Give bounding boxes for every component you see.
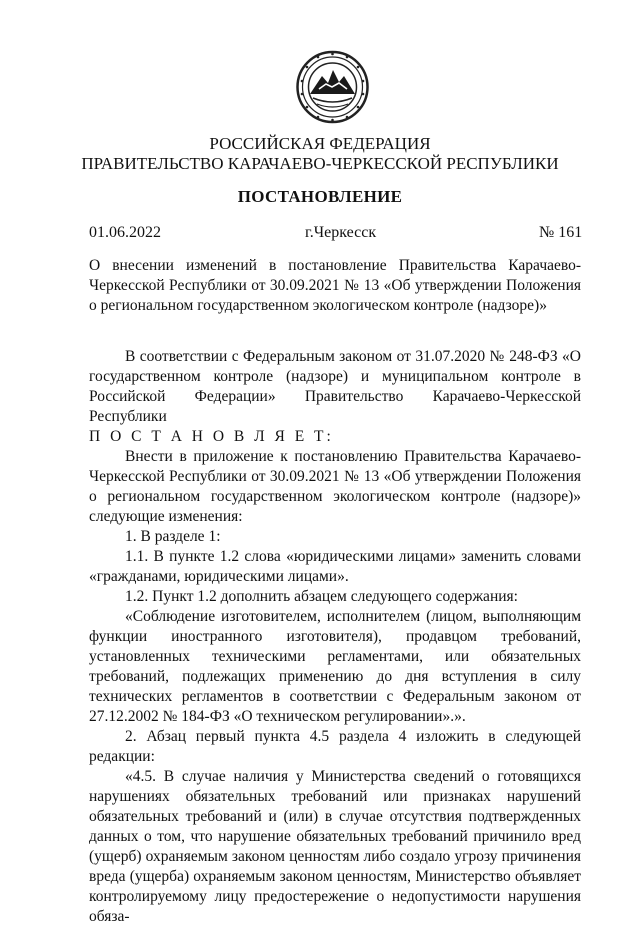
header-government: ПРАВИТЕЛЬСТВО КАРАЧАЕВО-ЧЕРКЕССКОЙ РЕСПУБЛИКИ xyxy=(81,154,559,173)
document-city: г.Черкесск xyxy=(305,224,377,241)
decrees-line: П О С Т А Н О В Л Я Е Т: xyxy=(89,428,334,445)
document-date: 01.06.2022 xyxy=(89,224,161,241)
document-type-title: ПОСТАНОВЛЕНИЕ xyxy=(237,187,403,206)
document-subject: О внесении изменений в постановление Правительства Карачаево-Черкесской Республики от 30.09.2021 № 13 «Об утверждении Положения о региональном государственном экологическом контроле (надзоре)» xyxy=(89,257,581,314)
emblem-icon xyxy=(295,48,370,126)
header-country: РОССИЙСКАЯ ФЕДЕРАЦИЯ xyxy=(209,134,431,153)
paragraph-1-2: 1.2. Пункт 1.2 дополнить абзацем следующего содержания: xyxy=(125,588,518,605)
paragraph-intro: Внести в приложение к постановлению Правительства Карачаево-Черкесской Республики от 30.09.2021 № 13 «Об утверждении Положения о региональном государственном экологическом контроле (надзоре)» следующие изменения: xyxy=(89,448,581,525)
preamble-paragraph: В соответствии с Федеральным законом от 31.07.2020 № 248-ФЗ «О государственном контроле (надзоре) и муниципальном контроле в Российской Федерации» Правительство Карачаево-Черкесской Республики xyxy=(89,348,581,425)
paragraph-quote-4-5: «4.5. В случае наличия у Министерства сведений о готовящихся нарушениях обязательных требований или признаках нарушений обязательных требований и (или) в случае отсутствия подтвержденных данных о том, что нарушение обязательных требований причинило вред (ущерб) охраняемым законом ценностям либо создало угрозу причинения вреда (ущерба) охраняемым законом ценностям, Министерство объявляет контролируемому лицу предостережение о недопустимости нарушения обяза- xyxy=(89,768,581,925)
paragraph-section-1: 1. В разделе 1: xyxy=(125,528,221,545)
paragraph-2: 2. Абзац первый пункта 4.5 раздела 4 изложить в следующей редакции: xyxy=(89,728,581,765)
coat-of-arms-emblem xyxy=(295,48,370,126)
document-number: № 161 xyxy=(539,224,583,241)
paragraph-1-1: 1.1. В пункте 1.2 слова «юридическими лицами» заменить словами «гражданами, юридическими лицами». xyxy=(89,548,581,585)
document-body xyxy=(89,347,581,927)
paragraph-quote-1: «Соблюдение изготовителем, исполнителем (лицом, выполняющим функции иностранного изготовителя), продавцом требований, установленных техническими регламентами, или обязательных требований, подлежащих применению до дня вступления в силу технических регламентов в соответствии с Федеральным законом от 27.12.2002 № 184-ФЗ «О техническом регулировании».». xyxy=(89,608,581,725)
